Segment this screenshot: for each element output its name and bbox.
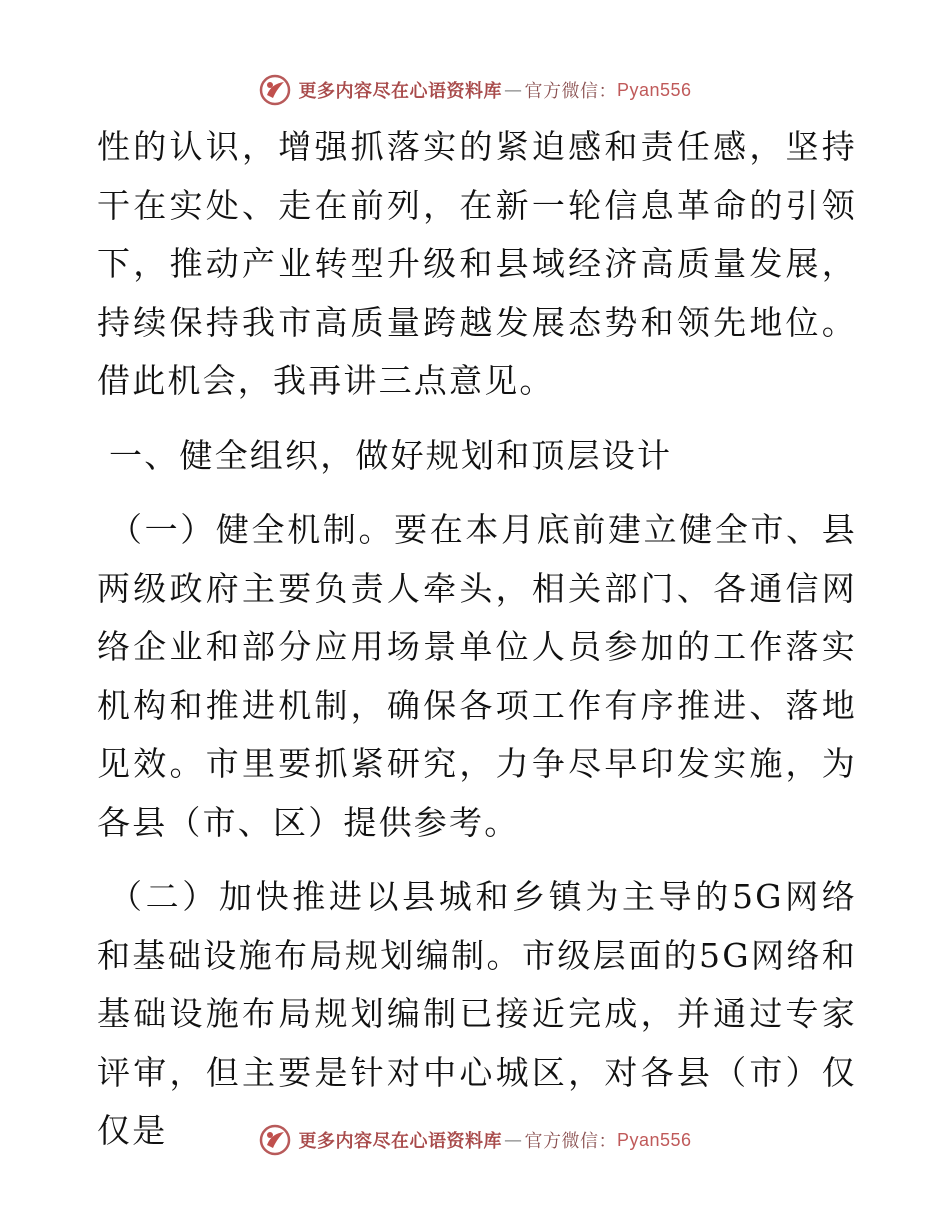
paragraph-1-2: （二）加快推进以县城和乡镇为主导的5G网络和基础设施布局规划编制。市级层面的5G网络和基础设施布局规划编制已接近完成，并通过专家评审，但主要是针对中心城区，对各县（市）仅仅是 [97, 877, 857, 1150]
banner-brand-text: 更多内容尽在心语资料库 [298, 81, 502, 102]
banner-wechat-label: 官方微信： [524, 81, 617, 102]
footer-watermark-banner [0, 1120, 950, 1160]
banner-wechat-label: 官方微信： [524, 1131, 617, 1152]
banner-wechat-id: Pyan556 [616, 79, 692, 100]
banner-brand-text: 更多内容尽在心语资料库 [298, 1131, 502, 1152]
banner-separator: — [503, 1129, 523, 1151]
paragraph-1-1: （一）健全机制。要在本月底前建立健全市、县两级政府主要负责人牵头，相关部门、各通信网络企业和部分应用场景单位人员参加的工作落实机构和推进机制，确保各项工作有序推进、落地见效。市里要抓紧研究，力争尽早印发实施，为各县（市、区）提供参考。 [97, 510, 857, 842]
banner-wechat-id: Pyan556 [616, 1129, 692, 1150]
section-heading-1: 一、健全组织，做好规划和顶层设计 [109, 435, 673, 475]
paragraph-intro: 性的认识，增强抓落实的紧迫感和责任感，坚持干在实处、走在前列，在新一轮信息革命的引领下，推动产业转型升级和县域经济高质量发展，持续保持我市高质量跨越发展态势和领先地位。借此机会，我再讲三点意见。 [97, 127, 857, 400]
brand-logo-icon [258, 73, 292, 107]
header-watermark-banner [0, 70, 950, 110]
brand-logo-icon [258, 1123, 292, 1157]
document-body [97, 118, 857, 1161]
banner-separator: — [503, 79, 523, 101]
